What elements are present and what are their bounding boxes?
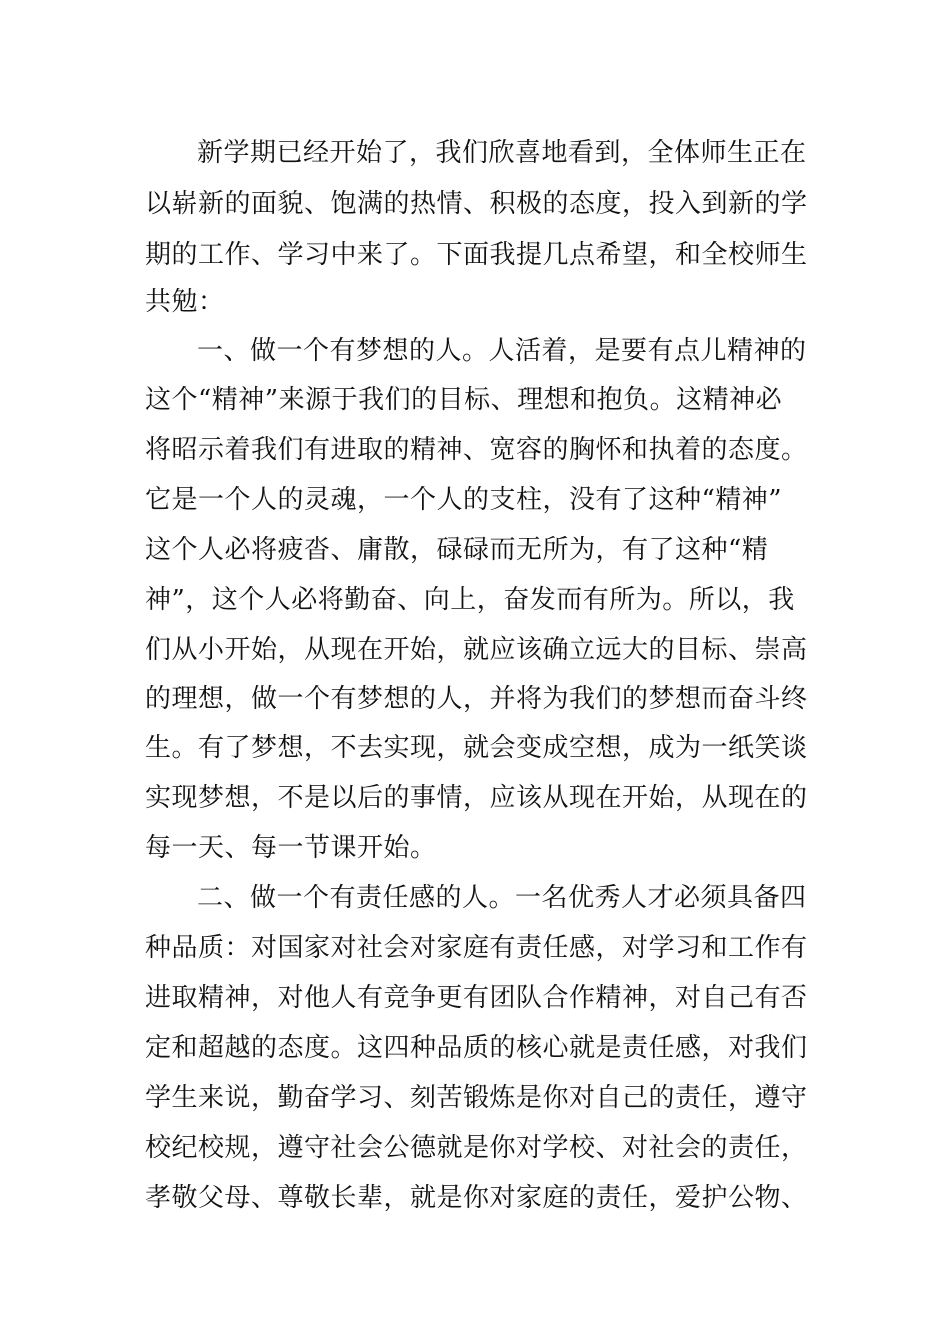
paragraph-3-line-5: 学生来说，勤奋学习、刻苦锻炼是你对自己的责任，遵守 — [145, 1083, 808, 1113]
paragraph-2-line-1: 一、做一个有梦想的人。人活着，是要有点儿精神的 — [197, 336, 807, 366]
paragraph-2-line-2: 这个“精神”来源于我们的目标、理想和抱负。这精神必 — [145, 385, 783, 415]
paragraph-3-line-3: 进取精神，对他人有竞争更有团队合作精神，对自己有否 — [145, 983, 808, 1013]
paragraph-2-line-8: 的理想，做一个有梦想的人，并将为我们的梦想而奋斗终 — [145, 684, 808, 714]
paragraph-2-line-10: 实现梦想，不是以后的事情，应该从现在开始，从现在的 — [145, 783, 808, 813]
paragraph-2-line-7: 们从小开始，从现在开始，就应该确立远大的目标、崇高 — [145, 635, 808, 665]
paragraph-2-line-5: 这个人必将疲沓、庸散，碌碌而无所为，有了这种“精 — [145, 535, 769, 565]
paragraph-3-line-7: 孝敬父母、尊敬长辈，就是你对家庭的责任，爱护公物、 — [145, 1183, 808, 1213]
paragraph-2-line-6: 神”，这个人必将勤奋、向上，奋发而有所为。所以，我 — [145, 585, 795, 615]
paragraph-2-line-11: 每一天、每一节课开始。 — [145, 833, 437, 863]
paragraph-3-line-1: 二、做一个有责任感的人。一名优秀人才必须具备四 — [197, 883, 807, 913]
paragraph-1-line-4: 共勉： — [145, 287, 225, 317]
paragraph-1-line-3: 期的工作、学习中来了。下面我提几点希望，和全校师生 — [145, 240, 808, 270]
paragraph-3-line-4: 定和超越的态度。这四种品质的核心就是责任感，对我们 — [145, 1033, 808, 1063]
paragraph-2-line-4: 它是一个人的灵魂，一个人的支柱，没有了这种“精神” — [145, 485, 783, 515]
paragraph-1-line-2: 以崭新的面貌、饱满的热情、积极的态度，投入到新的学 — [145, 189, 808, 219]
paragraph-3-line-6: 校纪校规，遵守社会公德就是你对学校、对社会的责任， — [145, 1133, 808, 1163]
paragraph-2-line-9: 生。有了梦想，不去实现，就会变成空想，成为一纸笑谈 — [145, 733, 808, 763]
paragraph-1-line-1: 新学期已经开始了，我们欣喜地看到，全体师生正在 — [197, 138, 807, 168]
paragraph-3-line-2: 种品质：对国家对社会对家庭有责任感，对学习和工作有 — [145, 933, 808, 963]
paragraph-2-line-3: 将昭示着我们有进取的精神、宽容的胸怀和执着的态度。 — [145, 435, 808, 465]
